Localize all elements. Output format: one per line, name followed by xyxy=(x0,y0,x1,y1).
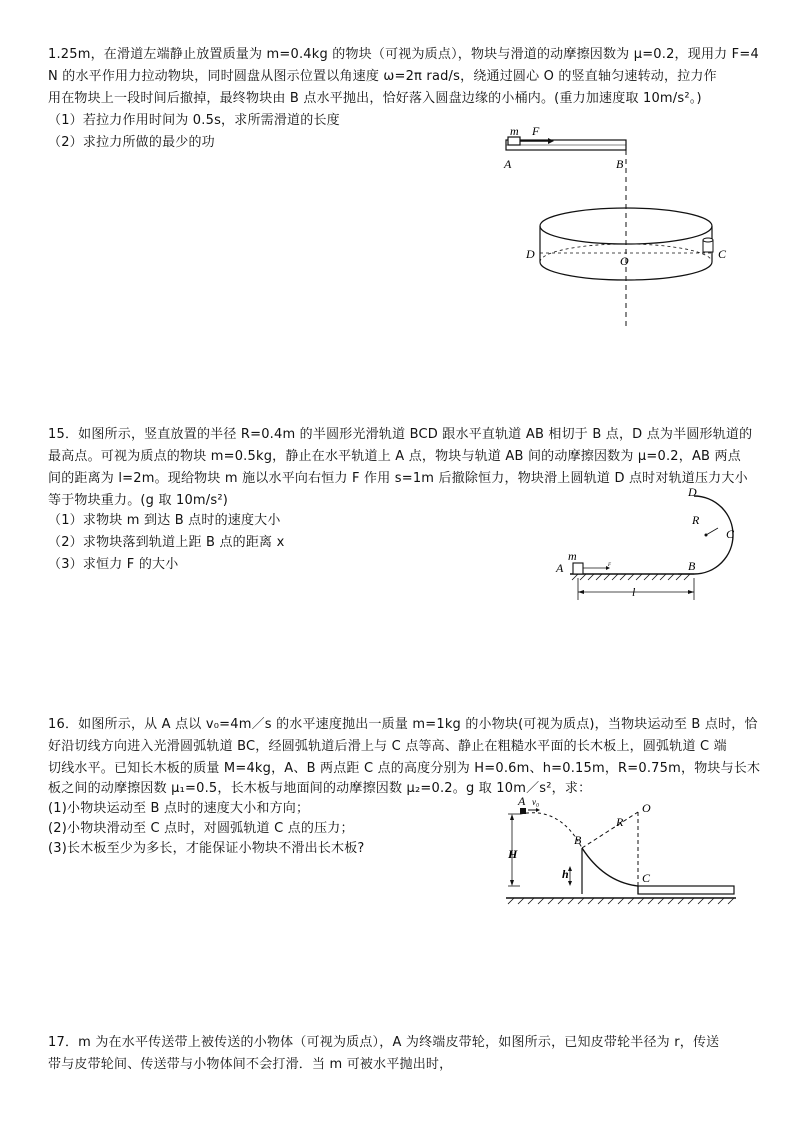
q15-line-1: 15．如图所示，竖直放置的半径 R=0.4m 的半圆形光滑轨道 BCD 跟水平直轨道 AB 相切于 B 点，D 点为半圆形轨道的 xyxy=(48,427,753,442)
q15-question-3: （3）求恒力 F 的大小 xyxy=(48,557,179,572)
q16-figure xyxy=(500,796,742,908)
label-A: A xyxy=(556,561,564,575)
label-B: B xyxy=(616,157,624,171)
block-m xyxy=(573,563,583,574)
label-O: O xyxy=(642,801,651,815)
label-D: D xyxy=(688,486,697,499)
label-A: A xyxy=(504,157,512,171)
trajectory xyxy=(520,813,582,848)
label-C: C xyxy=(718,247,727,261)
q15-line-3: 间的距离为 l=2m。现给物块 m 施以水平向右恒力 F 作用 s=1m 后撤除恒力，物块滑上圆轨道 D 点时对轨道压力大小 xyxy=(48,471,748,486)
label-C: C xyxy=(726,527,735,541)
q17-line-1: 17．m 为在水平传送带上被传送的小物体（可视为质点），A 为终端皮带轮，如图所示，已知皮带轮半径为 r，传送 xyxy=(48,1035,720,1050)
long-board xyxy=(638,886,734,894)
q15-question-1: （1）求物块 m 到达 B 点时的速度大小 xyxy=(48,513,281,528)
label-H: H xyxy=(508,847,518,861)
q15-line-2: 最高点。可视为质点的物块 m=0.5kg，静止在水平轨道上 A 点，物块与轨道 AB 间的动摩擦因数为 μ=0.2，AB 两点 xyxy=(48,449,741,464)
arc-track xyxy=(582,848,638,886)
q14-line-2: N 的水平作用力拉动物块，同时圆盘从图示位置以角速度 ω=2π rad/s，绕通过圆心 O 的竖直轴匀速转动，拉力作 xyxy=(48,69,717,84)
q16-line-3: 切线水平。已知长木板的质量 M=4kg，A、B 两点距 C 点的高度分别为 H=0.6m、h=0.15m，R=0.75m，物块与长木 xyxy=(48,761,761,776)
q16-question-1: (1)小物块运动至 B 点时的速度大小和方向； xyxy=(48,801,310,816)
label-m: m xyxy=(510,124,519,138)
q16-line-4: 板之间的动摩擦因数 μ₁=0.5，长木板与地面间的动摩擦因数 μ₂=0.2。g 取 10m／s²，求： xyxy=(48,781,592,796)
q17-line-2: 带与皮带轮间、传送带与小物体间不会打滑．当 m 可被水平抛出时， xyxy=(48,1057,453,1072)
label-F: F xyxy=(532,124,540,138)
label-F: F xyxy=(608,563,612,568)
q14-question-1: （1）若拉力作用时间为 0.5s，求所需滑道的长度 xyxy=(48,113,340,128)
q15-question-2: （2）求物块落到轨道上距 B 点的距离 x xyxy=(48,535,285,550)
label-D: D xyxy=(526,247,535,261)
label-h: h xyxy=(562,867,569,881)
label-C: C xyxy=(642,871,651,885)
label-O: O xyxy=(620,254,629,268)
q14-question-2: （2）求拉力所做的最少的功 xyxy=(48,135,215,150)
label-B: B xyxy=(574,833,582,847)
q14-figure xyxy=(496,122,746,334)
label-R: R xyxy=(616,815,624,829)
q15-figure xyxy=(548,486,748,604)
label-R: R xyxy=(692,513,700,527)
label-v0: v₀ xyxy=(532,797,540,807)
q16-line-2: 好沿切线方向进入光滑圆弧轨道 BC，经圆弧轨道后滑上与 C 点等高、静止在粗糙水平面的长木板上，圆弧轨道 C 端 xyxy=(48,739,727,754)
q16-question-2: (2)小物块滑动至 C 点时，对圆弧轨道 C 点的压力； xyxy=(48,821,354,836)
q15-line-4: 等于物块重力。(g 取 10m/s²) xyxy=(48,493,229,508)
q16-question-3: (3)长木板至少为多长，才能保证小物块不滑出长木板? xyxy=(48,841,365,856)
label-l: l xyxy=(632,585,636,599)
q16-line-1: 16．如图所示，从 A 点以 v₀=4m／s 的水平速度抛出一质量 m=1kg 的小物块(可视为质点)，当物块运动至 B 点时，恰 xyxy=(48,717,758,732)
block-A xyxy=(520,808,526,814)
label-A: A xyxy=(518,796,526,808)
q14-line-1: 1.25m，在滑道左端静止放置质量为 m=0.4kg 的物块（可视为质点），物块与滑道的动摩擦因数为 μ=0.2，现用力 F=4 xyxy=(48,47,759,62)
block-m xyxy=(508,137,520,145)
label-B: B xyxy=(688,559,696,573)
label-m: m xyxy=(568,549,577,563)
q14-line-3: 用在物块上一段时间后撤掉，最终物块由 B 点水平抛出，恰好落入圆盘边缘的小桶内。(重力加速度取 10m/s²。) xyxy=(48,91,702,106)
